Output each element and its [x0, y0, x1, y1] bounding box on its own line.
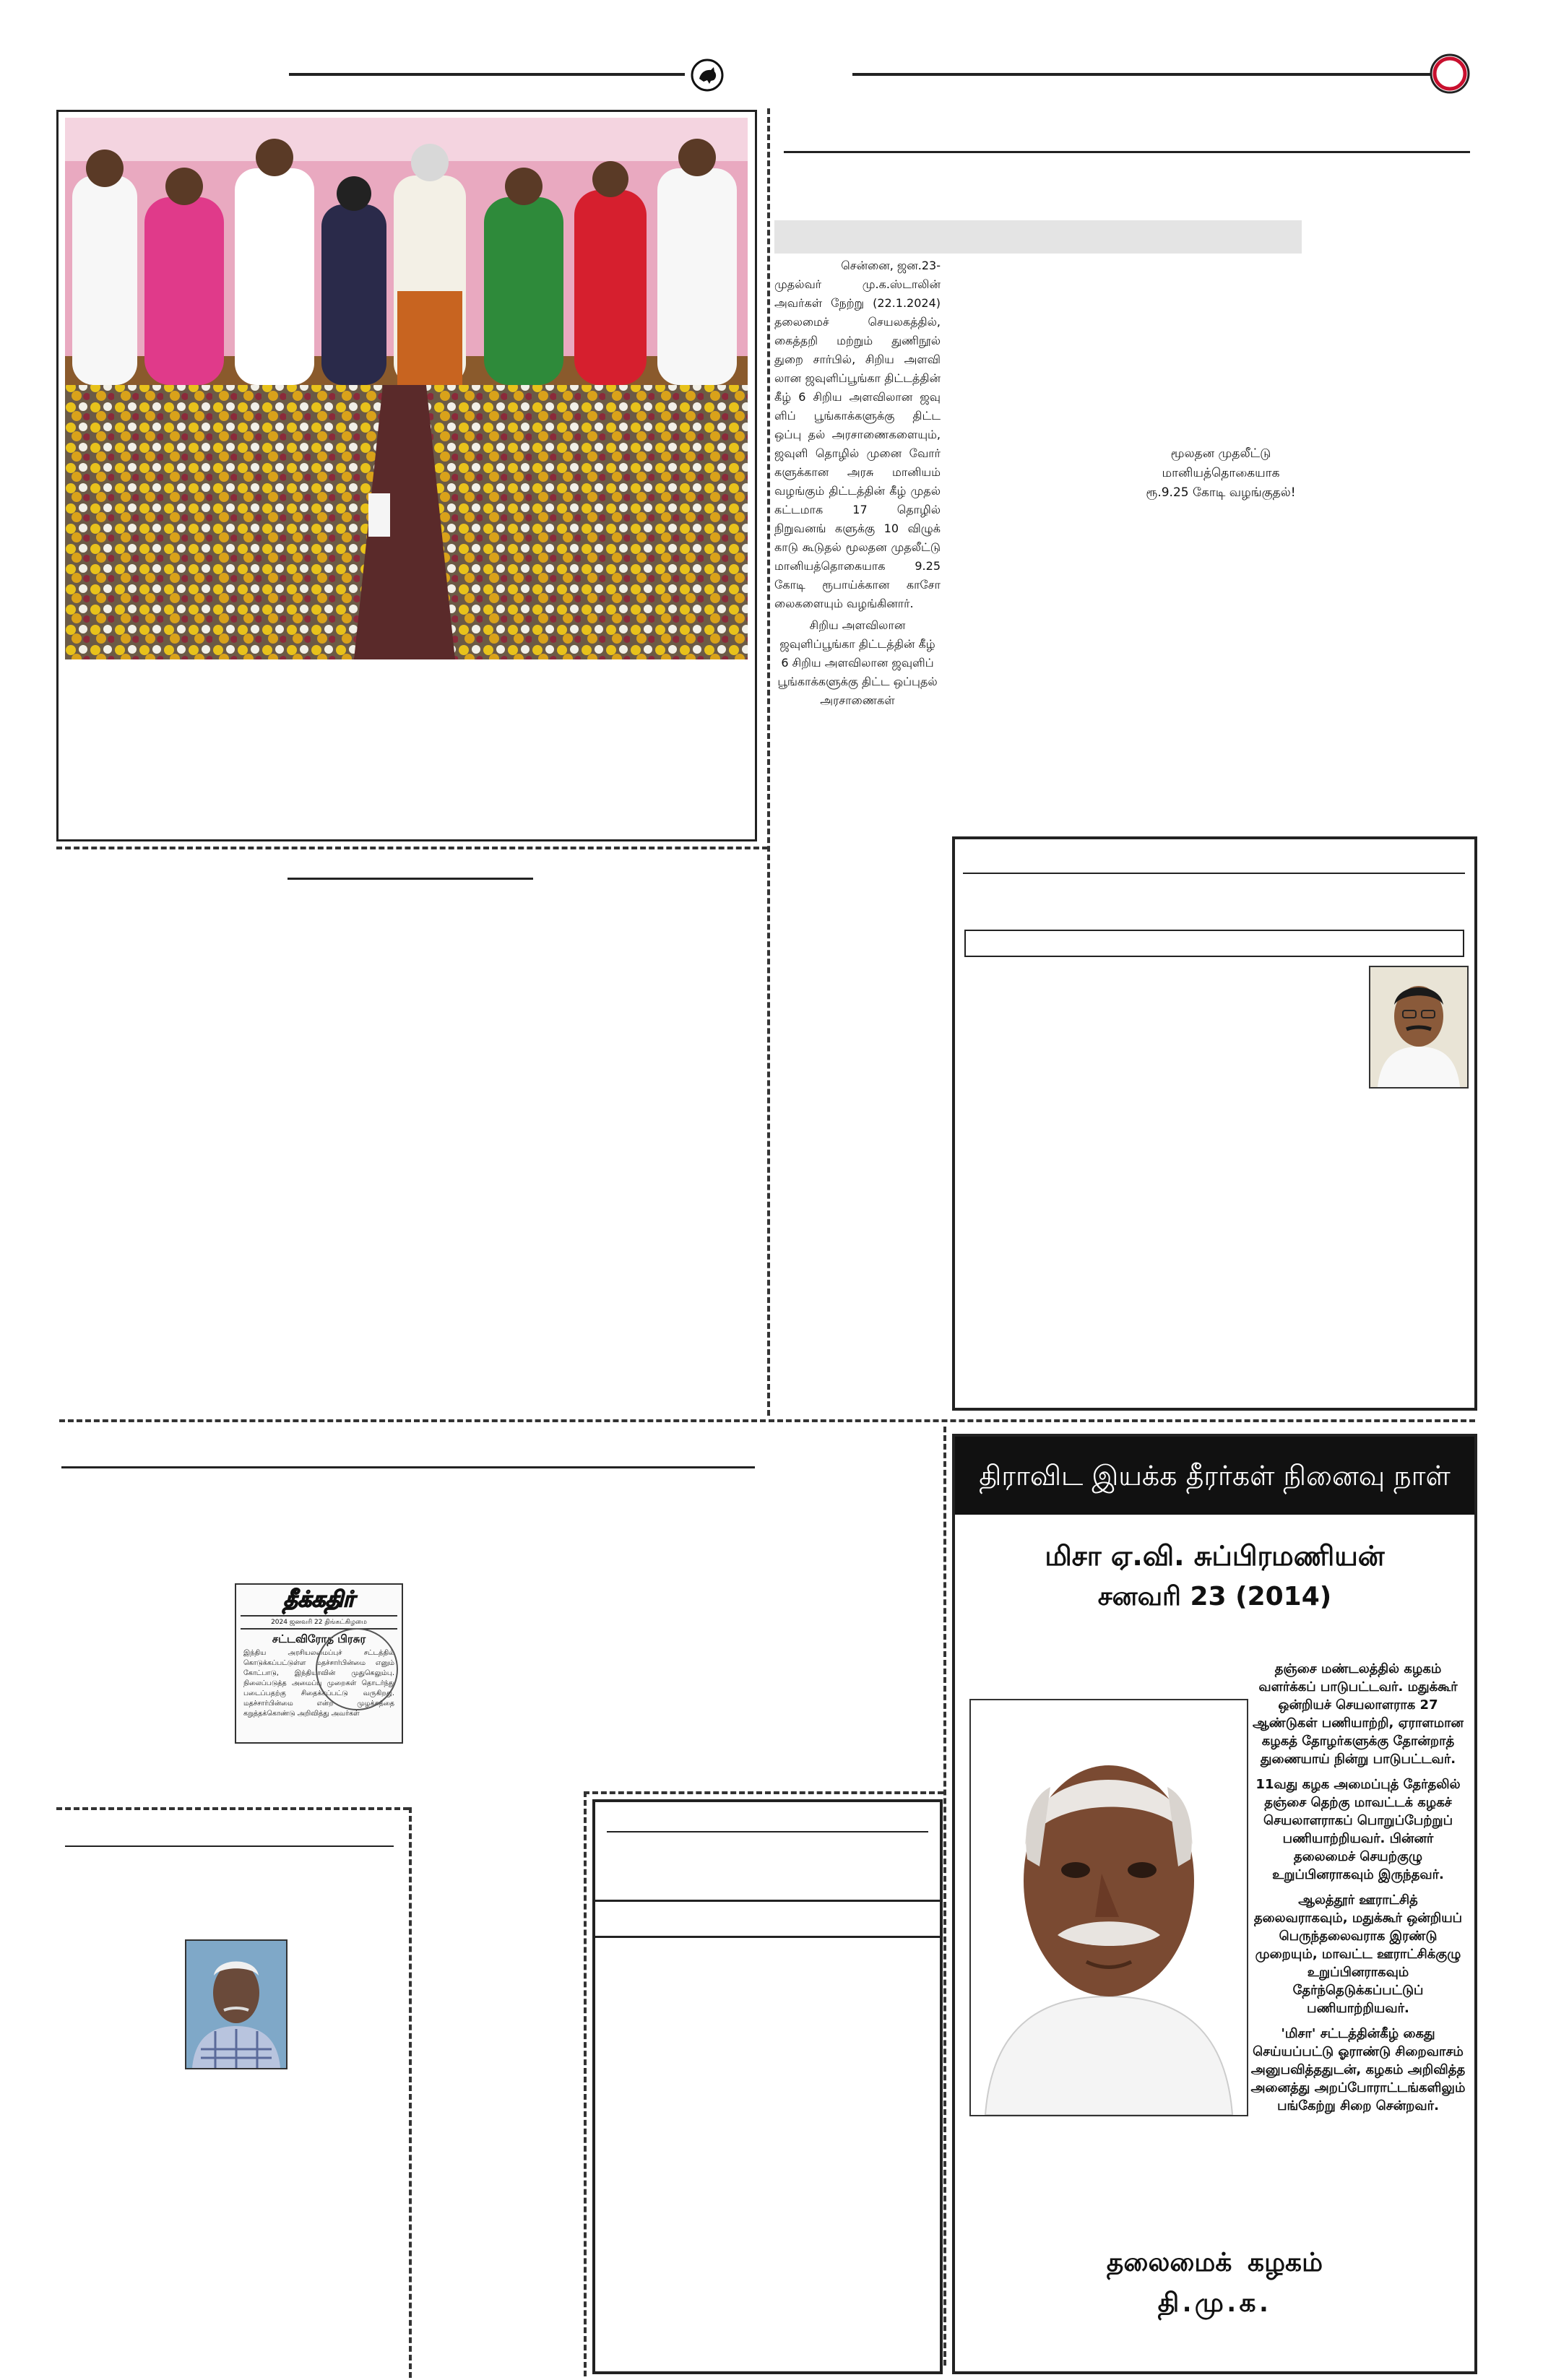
pull-quote-line: மூலதன முதலீட்டு — [1170, 446, 1271, 461]
memorial-bio-paragraph: 'மிசா' சட்டத்தின்கீழ் கைது செய்யப்பட்டு ஓராண்டு சிறைவாசம் அனுபவித்ததுடன், கழகம் அறிவித்த அனைத்து அறப்போராட்டங்களிலும் பங்கேற்று சிறை சென்றவர். — [1250, 2026, 1466, 2113]
memorial-footer-org: தலைமைக் கழகம் — [1106, 2248, 1323, 2277]
columnist-portrait — [1369, 966, 1469, 1089]
bottom-column-divider — [943, 1427, 946, 2366]
lead-paragraph: முதல்வர் மு.க.ஸ்டாலின் அவர்கள் நேற்று (22.1.2024) தலைமைச் செயலகத்தில், கைத்தறி மற்றும் துணிநூல் துறை சார்பில், சிறிய அளவி லான ஜவுளிப்பூங்கா திட்டத்தின் கீழ் 6 சிறிய அளவிலான ஜவு ளிப் பூங்காக்களுக்கு திட்ட ஒப்பு தல் அரசாணைகளையும், ஜவுளி தொழில் முனை வோர் களுக்கான அரசு மானியம் வழங்கும் திட்டத்தின் கீழ் முதல் கட்டமாக 17 தொழில் நிறுவனங் களுக்கு 10 விழுக் காடு கூடுதல் மூலதன முதலீட்டு மானியத்தொகையாக 9.25 கோடி ரூபாய்க்கான காசோ லைகளையும் வழங்கினார். — [774, 277, 941, 610]
lead-headline-rule — [784, 151, 1470, 153]
obituary-portrait — [185, 1939, 288, 2069]
memorial-banner-text: திராவிட இயக்க தீரர்கள் நினைவு நாள் — [979, 1460, 1451, 1492]
pull-quote-line: ரூ.9.25 கோடி வழங்குதல்! — [1146, 485, 1296, 500]
newspaper-clipping — [235, 1583, 403, 1744]
middle-box-dashed-left — [584, 1791, 587, 2376]
memorial-portrait — [969, 1699, 1248, 2116]
pull-quote — [1112, 444, 1329, 503]
memorial-footer — [955, 2243, 1474, 2324]
memorial-bio-paragraph: ஆலத்தூர் ஊராட்சித் தலைவராகவும், மதுக்கூர் ஒன்றியப் பெருந்தலைவராக இரண்டு முறையும், மாவட்ட ஊராட்சிக்குழு உறுப்பினராகவும் தேர்ந்தெடுக்கப்பட்டுப் பணியாற்றியவர். — [1253, 1892, 1463, 2016]
memorial-bio — [1250, 1660, 1466, 2115]
memorial-bio-paragraph: தஞ்சை மண்டலத்தில் கழகம் வளர்க்கப் பாடுபட்டவர். மதுக்கூர் ஒன்றியச் செயலாளராக 27 ஆண்டுகள் பணியாற்றி, ஏராளமான கழகத் தோழர்களுக்கு தோன்றாத் துணையாய் நின்று பாடுபட்டவர். — [1253, 1661, 1464, 1767]
memorial-footer-party: தி.மு.க. — [1157, 2288, 1272, 2318]
middle-box-rule-3 — [595, 1936, 940, 1938]
side-box-rule — [963, 873, 1465, 874]
side-box-heading-frame — [964, 930, 1464, 957]
header-rule-right — [852, 73, 1430, 76]
top-left-dashed-rule — [56, 847, 768, 849]
middle-box-rule-2 — [595, 1900, 940, 1902]
lead-story-body — [774, 256, 941, 710]
clipping-date: 2024 ஜனவரி 22 திங்கட்கிழமை — [271, 1619, 367, 1626]
memorial-date: சனவரி 23 (2014) — [1097, 1582, 1332, 1611]
lead-subhead-bar — [774, 220, 1302, 254]
obit-right-dashed — [409, 1807, 412, 2378]
header-rule-left — [289, 73, 685, 76]
clipping-stamp-icon — [316, 1628, 398, 1710]
bottom-story-rule — [61, 1466, 755, 1468]
lead-subheading: சிறிய அளவிலான ஜவுளிப்பூங்கா திட்டத்தின் கீழ் 6 சிறிய அளவிலான ஜவுளிப் பூங்காக்களுக்கு திட்ட ஒப்புதல் அரசாணைகள் — [777, 618, 938, 707]
middle-box-dashed — [584, 1791, 943, 1794]
mid-page-dashed-rule — [59, 1419, 1475, 1422]
top-column-divider — [767, 108, 770, 1416]
obit-top-dashed — [56, 1807, 409, 1810]
clipping-body: இந்திய அரசியலமைப்புச் சட்டத்தில் கொடுக்கப்பட்டுள்ள மதச்சார்பின்மை எனும் கோட்பாடு, இந்தியாவின் முதுகெலும்பு. நிலைப்படுத்த அமைப்பு முறைகள் தொடர்ந்து படைப்பதற்கு சிதைக்கப்பட்டு வருகிறது. மதச்சார்பின்மை என்ற முழக்கத்தை கறுத்தக்கொண்டு அறிவித்து அவர்கள் — [243, 1649, 394, 1718]
obit-rule — [65, 1845, 394, 1847]
clipping-masthead: தீக்கதிர் — [283, 1587, 355, 1612]
event-photo — [65, 118, 748, 659]
clipping-headline: சட்டவிரோத பிரசுர — [272, 1632, 366, 1645]
bull-emblem-icon — [690, 58, 725, 92]
middle-notice-box — [592, 1799, 943, 2374]
side-column-box — [952, 836, 1477, 1411]
memorial-name: மிசா ஏ.வி. சுப்பிரமணியன் — [1045, 1540, 1385, 1572]
page-number-badge — [1429, 53, 1471, 95]
dateline: சென்னை, ஜன.23- — [841, 259, 941, 272]
story-divider-short — [288, 878, 533, 880]
memorial-bio-paragraph: 11வது கழக அமைப்புத் தேர்தலில் தஞ்சை தெற்கு மாவட்டக் கழகச் செயலாளராகப் பொறுப்பேற்றுப் பணியாற்றியவர். பின்னர் தலைமைச் செயற்குழு உறுப்பினராகவும் இருந்தவர். — [1255, 1777, 1461, 1882]
middle-box-rule-1 — [607, 1831, 928, 1832]
pull-quote-line: மானியத்தொகையாக — [1162, 466, 1280, 480]
